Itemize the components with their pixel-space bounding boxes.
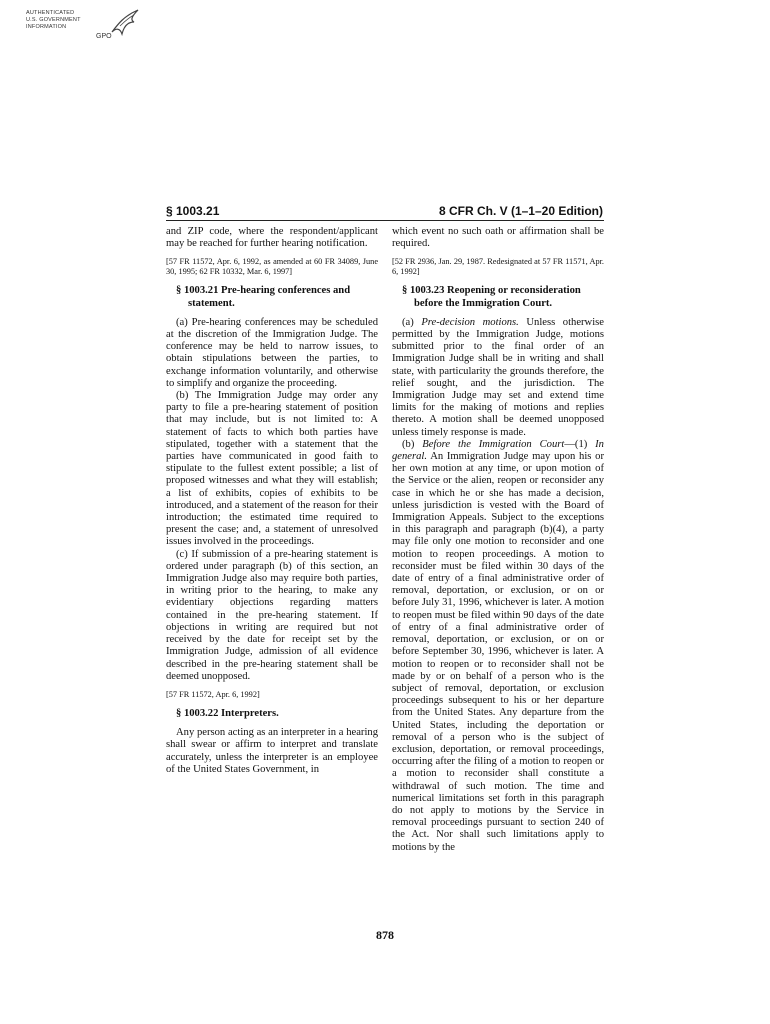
paragraph-continuation: which event no such oath or affirmation shall be required. bbox=[392, 226, 604, 250]
paragraph-1003-22: Any person acting as an interpreter in a hearing shall swear or affirm to interpret and translate accurately, unless the interpreter is an employee of the United States Government, in bbox=[166, 727, 378, 775]
header-rule bbox=[166, 220, 604, 221]
logo-line-2: U.S. GOVERNMENT bbox=[26, 17, 81, 23]
paragraph-label: (b) bbox=[402, 438, 415, 450]
paragraph-body: An Immigration Judge may upon his or her own motion at any time, or upon motion of the Service or the alien, reopen or reconsider any case in which he or she has made a decision, unless jurisdiction is vested with the Board of Immigration Appeals. Subject to the exceptions in this paragraph and paragraph (b)(4), a party may file only one motion to reconsider and one motion to reopen proceedings. A motion to reconsider must be filed within 30 days of the date of entry of a final administrative order of removal, deportation, or exclusion, or on or before July 31, 1996, whichever is later. A motion to reopen must be filed within 90 days of the date of entry of a final administrative order of removal, deportation, or exclusion, or on or before September 30, 1996, whichever is later. A motion to reopen or to reconsider shall not be made by or on behalf of a person who is the subject of removal, deportation, or exclusion proceedings subsequent to his or her departure from the United States. Any departure from the United States, including the deportation or removal of a person who is the subject of exclusion, deportation, or removal proceedings, occurring after the filing of a motion to reopen or a motion to reconsider shall constitute a withdrawal of such motion. The time and numerical limitations set forth in this paragraph do not apply to motions by the Service in removal proceedings pursuant to section 240 of the Act. Nor shall such limitations apply to motions by the bbox=[392, 451, 604, 853]
gpo-authentication-logo bbox=[26, 6, 146, 46]
paragraph-body: Unless otherwise permitted by the Immigration Judge, motions submitted prior to the final order of an Immigration Judge shall be in writing and shall state, with particularity the grounds therefore, the relief sought, and the jurisdiction. The Immigration Judge may set and extend time limits for the making of motions and replies thereto. A motion shall be deemed unopposed unless timely response is made. bbox=[392, 316, 604, 438]
eagle-icon bbox=[108, 6, 142, 40]
running-head-title: 8 CFR Ch. V (1–1–20 Edition) bbox=[438, 204, 603, 218]
paragraph-continuation: and ZIP code, where the respondent/applicant may be reached for further hearing notification. bbox=[166, 226, 378, 250]
left-column bbox=[166, 226, 378, 776]
running-head-section: § 1003.21 bbox=[166, 204, 220, 218]
page-number: 878 bbox=[376, 928, 394, 942]
section-heading-1003-23: § 1003.23 Reopening or reconsideration before the Immigration Court. bbox=[402, 285, 581, 309]
source-citation: [52 FR 2936, Jan. 29, 1987. Redesignated at 57 FR 11571, Apr. 6, 1992] bbox=[392, 257, 604, 277]
logo-gpo-mark: GPO bbox=[96, 33, 112, 40]
paragraph-1003-21-a: (a) Pre-hearing conferences may be scheduled at the discretion of the Immigration Judge. The conference may be held to narrow issues, to obtain stipulations between the parties, to exchange information voluntarily, and otherwise to simplify and organize the proceeding. bbox=[166, 316, 378, 389]
right-column bbox=[392, 226, 604, 854]
subparagraph-italic-heading: In general. bbox=[392, 438, 604, 463]
paragraph-label: (a) bbox=[402, 316, 414, 328]
paragraph-1003-23-b bbox=[392, 439, 604, 854]
section-heading-1003-22: § 1003.22 Interpreters. bbox=[176, 707, 279, 719]
source-citation: [57 FR 11572, Apr. 6, 1992, as amended at 60 FR 34089, June 30, 1995; 62 FR 10332, Mar. 6, 1997] bbox=[166, 257, 378, 277]
paragraph-1003-21-c: (c) If submission of a pre-hearing statement is ordered under paragraph (b) of this section, an Immigration Judge also may require both parties, in writing prior to the hearing, to make any evidentiary objections regarding matters contained in the pre-hearing statement. If objections in writing are required but not received by the date for receipt set by the Immigration Judge, admission of all evidence described in the pre-hearing statement shall be deemed unopposed. bbox=[166, 548, 378, 682]
section-heading-1003-21: § 1003.21 Pre-hearing conferences and statement. bbox=[176, 285, 351, 309]
paragraph-italic-heading: Before the Immigration Court bbox=[422, 438, 565, 450]
paragraph-italic-heading: Pre-decision motions. bbox=[421, 316, 519, 328]
source-citation: [57 FR 11572, Apr. 6, 1992] bbox=[166, 689, 260, 699]
paragraph-1003-23-a bbox=[392, 317, 604, 439]
logo-line-1: AUTHENTICATED bbox=[26, 10, 75, 16]
logo-line-3: INFORMATION bbox=[26, 24, 67, 30]
paragraph-1003-21-b: (b) The Immigration Judge may order any party to file a pre-hearing statement of position that may include, but is not limited to: A statement of facts to which both parties have stipulated, together with a statement that the parties have communicated in good faith to stipulate to the fullest extent possible; a list of proposed witnesses and what they will establish; a list of exhibits, copies of exhibits to be introduced, and a statement of the reason for their introduction; the estimated time required to present the case; and, a statement of unresolved issues involved in the proceedings. bbox=[166, 390, 378, 548]
paragraph-dash: —(1) bbox=[564, 438, 588, 450]
